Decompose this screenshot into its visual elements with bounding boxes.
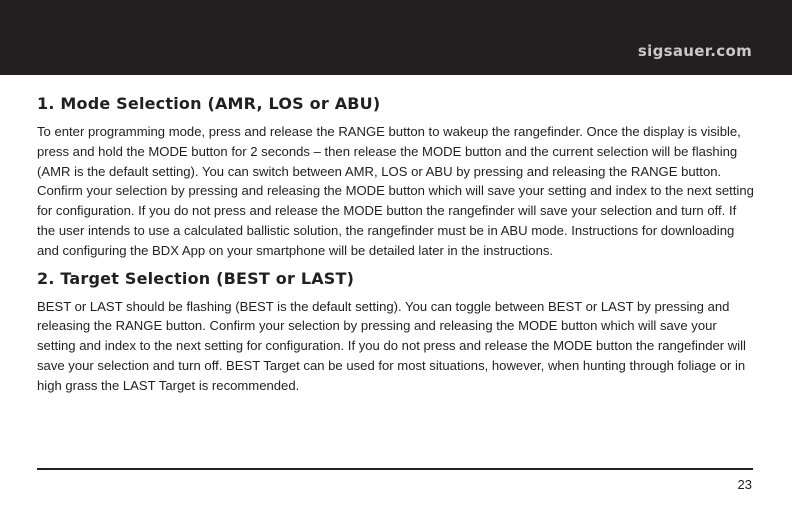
section-target-selection — [37, 265, 757, 396]
site-url: sigsauer.com — [637, 42, 752, 60]
footer-divider — [37, 468, 753, 470]
page-content — [37, 90, 757, 396]
section-body: BEST or LAST should be flashing (BEST is the default setting). You can toggle between BEST or LAST by pressing and releasing the RANGE button. Confirm your selection by pressing and releasing the MODE button which will save your setting and index to the next setting for configuration. If you do not press and release the MODE button the rangefinder will save your selection and turn off. BEST Target can be used for most situations, however, when hunting through foliage or in high grass the LAST Target is recommended. — [37, 298, 746, 393]
page-number: 23 — [737, 477, 752, 492]
section-body: To enter programming mode, press and release the RANGE button to wakeup the rangefinder. Once the display is visible, press and hold the MODE button for 2 seconds – then release the MODE button and the current selection will be flashing (AMR is the default setting). You can switch between AMR, LOS or ABU by pressing and releasing the RANGE button. Confirm your selection by pressing and releasing the MODE button which will save your setting and index to the next setting for configuration. If you do not press and release the MODE button the rangefinder will save your selection and turn off. If the user intends to use a calculated ballistic solution, the rangefinder must be in ABU mode. Instructions for downloading and configuring the BDX App on your smartphone will be detailed later in the instructions. — [37, 124, 754, 258]
section-mode-selection — [37, 90, 757, 261]
section-heading: 1. Mode Selection (AMR, LOS or ABU) — [37, 94, 381, 113]
section-heading: 2. Target Selection (BEST or LAST) — [37, 268, 355, 288]
header-bar — [0, 0, 792, 75]
